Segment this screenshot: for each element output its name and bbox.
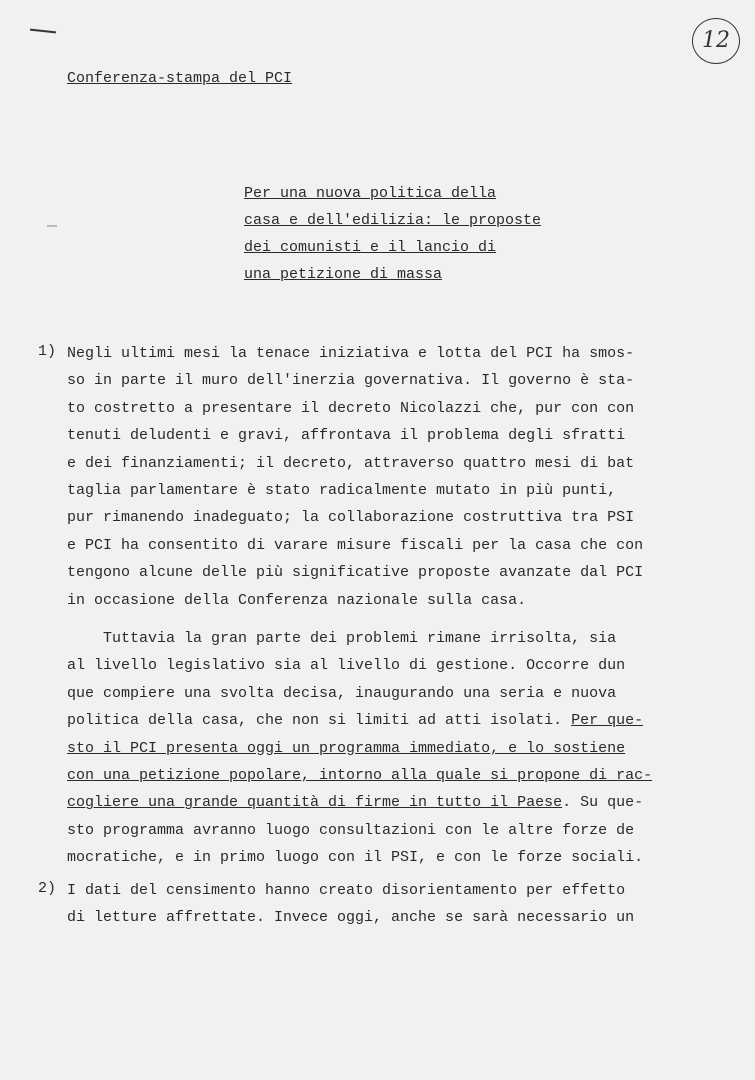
- text-segment: . Su que-: [562, 794, 644, 812]
- margin-mark: [47, 225, 57, 227]
- text-line: que compiere una svolta decisa, inaugurando una seria e nuova: [67, 684, 617, 702]
- text-line: taglia parlamentare è stato radicalmente mutato in più punti,: [67, 482, 617, 500]
- text-line: di letture affrettate. Invece oggi, anche se sarà necessario un: [67, 909, 635, 927]
- text-line: e dei finanziamenti; il decreto, attraverso quattro mesi di bat: [67, 454, 635, 472]
- text-line: e PCI ha consentito di varare misure fiscali per la casa che con: [67, 536, 644, 554]
- text-line: sto programma avranno luogo consultazioni con le altre forze de: [67, 821, 635, 839]
- text-line: [67, 789, 652, 816]
- section-number: 2): [38, 880, 57, 897]
- title-line: casa e dell'edilizia: le proposte: [244, 212, 542, 229]
- document-header: Conferenza-stampa del PCI: [67, 70, 293, 87]
- text-line: Tuttavia la gran parte dei problemi rimane irrisolta, sia: [67, 630, 617, 647]
- section-1b-paragraph: [67, 625, 652, 872]
- underlined-text: Per que-: [571, 712, 644, 730]
- title-line: dei comunisti e il lancio di: [244, 239, 497, 256]
- document-title: [244, 180, 541, 288]
- text-line: in occasione della Conferenza nazionale sulla casa.: [67, 591, 527, 609]
- page-number-circle: 12: [692, 18, 740, 64]
- section-2-paragraph: [67, 877, 634, 932]
- text-line: tenuti deludenti e gravi, affrontava il problema degli sfratti: [67, 427, 626, 445]
- underlined-line: con una petizione popolare, intorno alla quale si propone di rac-: [67, 767, 653, 785]
- text-line: so in parte il muro dell'inerzia governativa. Il governo è sta-: [67, 372, 635, 390]
- text-line: [67, 707, 652, 734]
- title-line: una petizione di massa: [244, 266, 443, 283]
- text-line: pur rimanendo inadeguato; la collaborazione costruttiva tra PSI: [67, 509, 635, 527]
- text-line: to costretto a presentare il decreto Nicolazzi che, pur con con: [67, 399, 635, 417]
- text-line: I dati del censimento hanno creato disorientamento per effetto: [67, 882, 626, 899]
- text-line: al livello legislativo sia al livello di gestione. Occorre dun: [67, 657, 626, 675]
- section-number: 1): [38, 343, 57, 360]
- text-line: Negli ultimi mesi la tenace iniziativa e lotta del PCI ha smos-: [67, 345, 635, 362]
- text-line: mocratiche, e in primo luogo con il PSI, e con le forze sociali.: [67, 849, 644, 867]
- title-line: Per una nuova politica della: [244, 185, 497, 202]
- section-1-paragraph: [67, 340, 643, 614]
- pen-mark: [30, 29, 56, 34]
- underlined-line: sto il PCI presenta oggi un programma immediato, e lo sostiene: [67, 739, 626, 757]
- text-line: tengono alcune delle più significative proposte avanzate dal PCI: [67, 564, 644, 582]
- text-segment: politica della casa, che non si limiti ad atti isolati.: [67, 712, 572, 730]
- underlined-text: cogliere una grande quantità di firme in tutto il Paese: [67, 794, 563, 812]
